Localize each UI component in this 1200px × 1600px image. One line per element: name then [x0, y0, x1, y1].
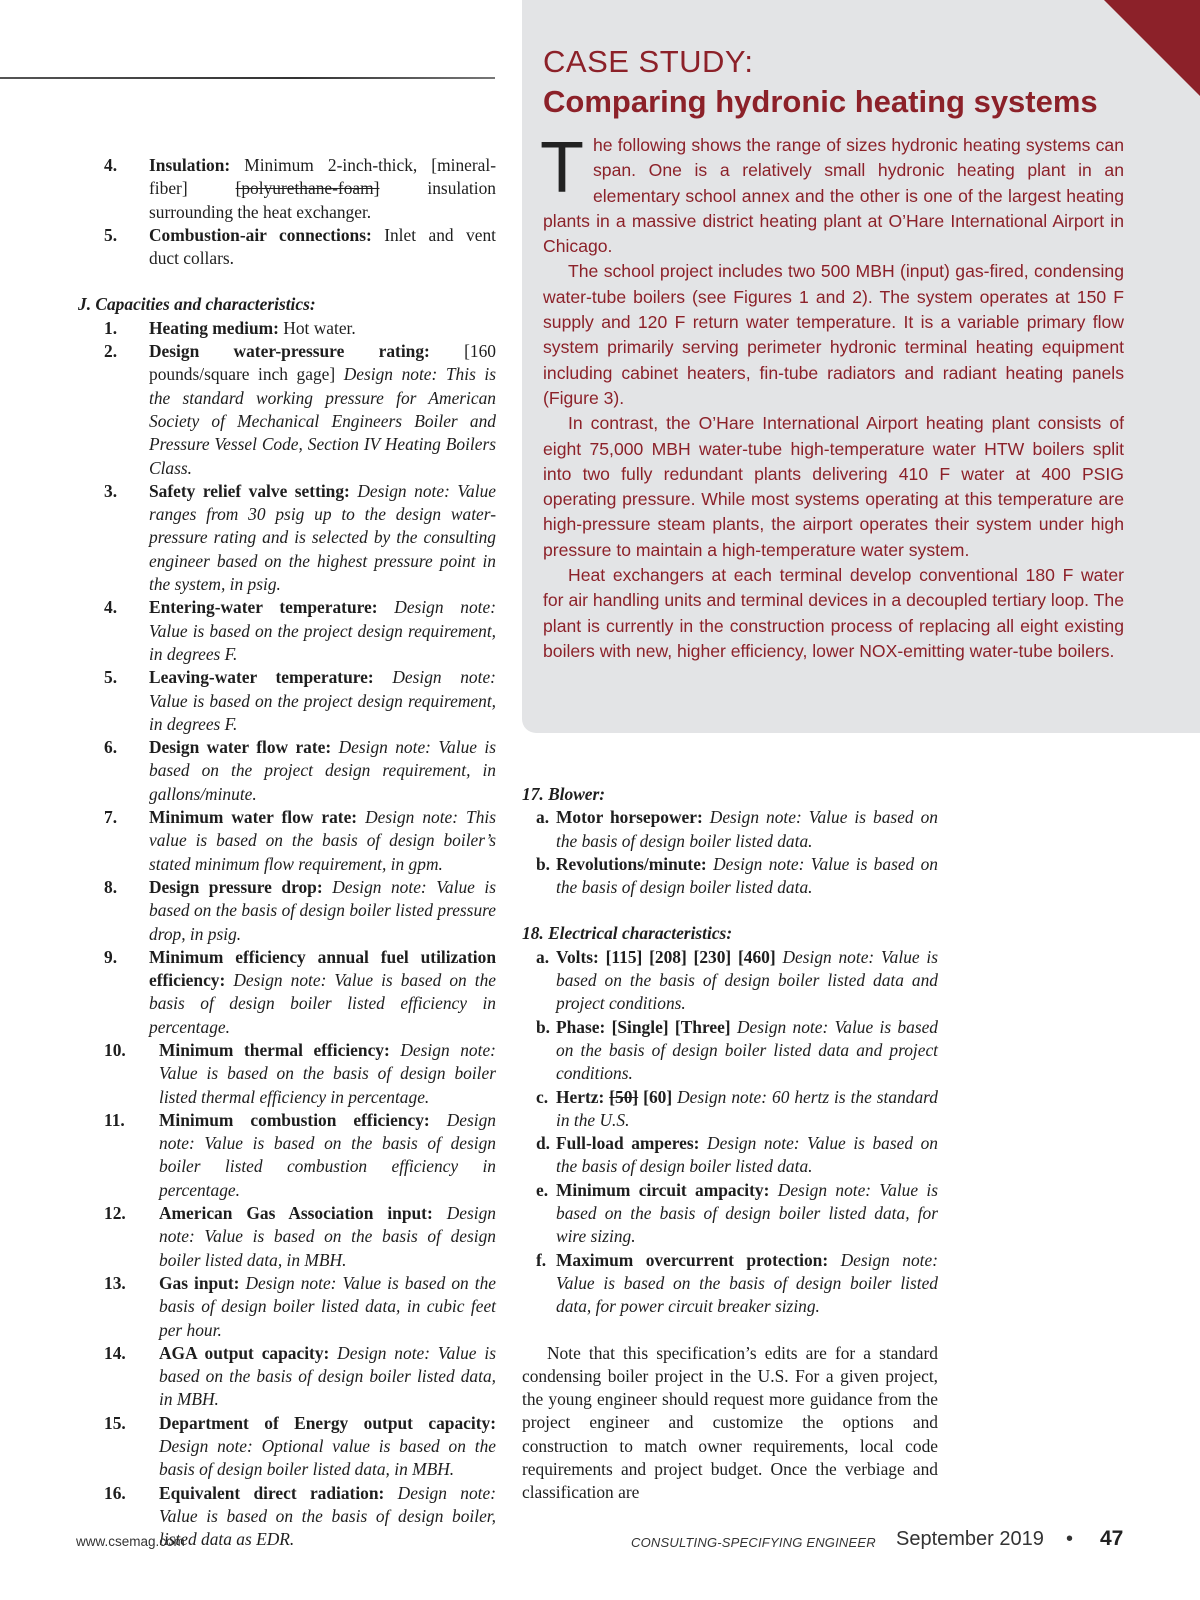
- item-number: 8.: [104, 876, 118, 897]
- item-text: [430, 1110, 447, 1130]
- item-number: 4.: [104, 155, 118, 175]
- design-note: Design note: Value is based on the basis of design boiler listed combustion efficiency in percentage.: [159, 1109, 496, 1200]
- design-note: Design note: Value is based on the basis of design boiler listed data, in MBH.: [159, 1203, 496, 1270]
- item-text: [390, 1040, 401, 1060]
- page-number: 47: [1100, 1527, 1124, 1550]
- item-label: Design pressure drop:: [149, 876, 323, 897]
- design-note: Design note: This is the standard working pressure for American Society of Mechanical Engineers Boiler and Pressure Vessel Code, Section IV Heating Boilers Class.: [149, 364, 496, 478]
- item-text: [329, 1343, 337, 1363]
- list-item: [536, 853, 938, 900]
- item-number: 9.: [104, 946, 118, 967]
- case-study-label: CASE STUDY:: [543, 44, 754, 79]
- list-item: [104, 666, 496, 736]
- item-label: Motor horsepower:: [556, 807, 703, 828]
- case-paragraph-3: In contrast, the O’Hare International Airport heating plant consists of eight 75,000 MBH water-tube high-temperature water HTW boilers split into two fully redundant plants delivering 410 F water at 400 PSIG operating pressure. While most systems operating at this temperature are high-pressure steam plants, the airport operates their system under high pressure to maintain a high-temperature water system.: [543, 413, 1124, 560]
- design-note: Design note: Optional value is based on the basis of design boiler listed data, in MBH.: [159, 1436, 496, 1480]
- item-text: [374, 667, 393, 687]
- list-item: [104, 1202, 496, 1272]
- design-note: Design note: Value is based on the project design requirement, in degrees F.: [149, 597, 496, 664]
- list-item: [104, 1109, 496, 1202]
- item-label: Minimum circuit ampacity:: [556, 1179, 770, 1200]
- item-label: Entering-water temperature:: [149, 597, 378, 618]
- footer-bullet: •: [1066, 1528, 1074, 1550]
- list-item: [104, 876, 496, 946]
- case-study-title: Comparing hydronic heating systems: [543, 84, 1098, 119]
- item-number: b.: [536, 853, 551, 874]
- item-text: [357, 807, 365, 827]
- item-label: Hertz:: [556, 1086, 605, 1107]
- case-paragraph-1: [540, 128, 1124, 259]
- list-item: [104, 736, 496, 806]
- item-text: Inlet and vent duct collars.: [149, 224, 496, 269]
- item-text: [703, 807, 710, 827]
- list-item: [104, 317, 496, 340]
- right-column: [522, 783, 938, 1505]
- item-text: [433, 1203, 447, 1223]
- section-heading-electrical: 18. Electrical characteristics:: [522, 923, 733, 944]
- item-text: [331, 737, 338, 757]
- item-label: Equivalent direct radiation:: [159, 1482, 385, 1503]
- item-number: 3.: [104, 480, 118, 501]
- design-note: Design note: Value is based on the basis of design boiler listed pressure drop, in psig.: [149, 876, 496, 944]
- item-number: 6.: [104, 737, 118, 758]
- design-note: Design note: This value is based on the basis of design boiler’s stated minimum flow requirement, in gpm.: [149, 807, 496, 874]
- footer-url[interactable]: www.csemag.com: [76, 1534, 185, 1549]
- item-number: 2.: [104, 341, 118, 362]
- design-note: Design note: Value is based on the basis of design boiler listed data.: [556, 853, 938, 898]
- item-text: [378, 597, 395, 617]
- footer-date: September 2019: [896, 1528, 1044, 1550]
- item-number: d.: [536, 1133, 551, 1154]
- item-text: [160 pounds/square inch gage]: [149, 341, 496, 385]
- list-item: [104, 340, 496, 480]
- item-label: Phase: [Single] [Three]: [556, 1016, 731, 1037]
- design-note: Design note: Value is based on the basis of design boiler listed data.: [556, 807, 939, 851]
- item-text-post: insulation surrounding the heat exchanger.: [149, 178, 496, 222]
- item-label-2: [60]: [643, 1086, 673, 1107]
- list-item: [104, 1272, 496, 1342]
- list-item: [536, 1249, 938, 1319]
- case-paragraph-1-text: he following shows the range of sizes hydronic heating systems can span. One is a relatively small hydronic heating plant in an elementary school annex and the other is one of the largest heating plants in a massive district heating plant at O’Hare International Airport in Chicago.: [543, 135, 1124, 257]
- item-number: a.: [536, 946, 550, 967]
- design-note: Design note: Value is based on the basis of design boiler listed data, for power circuit breaker sizing.: [556, 1249, 938, 1317]
- design-note: Design note: Value is based on the basis of design boiler listed data, in MBH.: [159, 1342, 496, 1410]
- design-note: Design note: Value is based on the basis of design boiler listed data and project conditions.: [556, 946, 938, 1014]
- design-note: Design note: Value is based on the basis of design boiler listed data and project conditions.: [556, 1016, 939, 1084]
- case-study-text: [540, 128, 1124, 664]
- section-heading-blower: 17. Blower:: [522, 784, 606, 804]
- left-column: [78, 154, 496, 1552]
- item-number: 12.: [104, 1203, 126, 1224]
- list-item: [536, 946, 938, 1016]
- item-number: 7.: [104, 807, 118, 828]
- list-item: [536, 1132, 938, 1179]
- list-item: [104, 480, 496, 596]
- footer-magazine: CONSULTING-SPECIFYING ENGINEER: [631, 1535, 876, 1550]
- item-number: 13.: [104, 1272, 126, 1293]
- closing-paragraph: Note that this specification’s edits are for a standard condensing boiler project in the U.S. For a given project, the young engineer should request more guidance from the project engineer and customize the options and construction to match owner requirements, local code requirements and project budget. Once the verbiage and classification are: [522, 1342, 938, 1503]
- strikethrough-option: [50]: [609, 1086, 639, 1107]
- item-label: Design water-pressure rating:: [149, 341, 430, 362]
- item-text: Hot water.: [278, 317, 356, 338]
- strikethrough-option: [polyurethane-foam]: [235, 178, 380, 199]
- item-text: [384, 1483, 397, 1503]
- design-note: Design note: Value is based on the basis of design boiler listed data, in cubic feet per hour.: [159, 1272, 496, 1340]
- item-number: 16.: [104, 1482, 126, 1503]
- item-number: 4.: [104, 597, 118, 618]
- design-note: Design note: Value is based on the project design requirement, in gallons/minute.: [149, 737, 496, 804]
- item-number: e.: [536, 1179, 549, 1200]
- list-item: [536, 1086, 938, 1133]
- design-note: Design note: Value is based on the basis of design boiler listed data, for wire sizing.: [556, 1179, 939, 1247]
- corner-accent: [1090, 0, 1200, 110]
- design-note: Design note: Value is based on the basis of design boiler, listed data as EDR.: [159, 1482, 496, 1550]
- item-label: Minimum efficiency annual fuel utilization efficiency:: [149, 946, 496, 991]
- design-note: Design note: 60 hertz is the standard in the U.S.: [556, 1086, 938, 1130]
- item-number: 15.: [104, 1412, 126, 1433]
- case-paragraph-4: Heat exchangers at each terminal develop conventional 180 F water for air handling units and terminal devices in a decoupled tertiary loop. The plant is currently in the construction process of replacing all eight existing boilers with new, higher efficiency, lower NOX-emitting water-tube boilers.: [543, 565, 1124, 661]
- list-item: [104, 946, 496, 1039]
- design-note: Design note: Value is based on the basis of design boiler listed data.: [556, 1133, 939, 1177]
- item-number: b.: [536, 1016, 551, 1037]
- item-label: Leaving-water temperature:: [149, 667, 374, 688]
- item-label: Full-load amperes:: [556, 1133, 700, 1154]
- item-label: Heating medium:: [149, 317, 279, 338]
- list-item: [536, 1016, 938, 1086]
- design-note: Design note: Value is based on the project design requirement, in degrees F.: [149, 667, 496, 734]
- design-note: Design note: Value ranges from 30 psig up to the design water-pressure rating and is selected by the consulting engineer based on the highest pressure point in the system, in psig.: [149, 480, 496, 595]
- item-text: [828, 1250, 840, 1270]
- design-note: Design note: Value is based on the basis of design boiler listed thermal efficiency in percentage.: [159, 1039, 496, 1107]
- item-label: Insulation:: [149, 155, 231, 175]
- header-rule: [0, 77, 495, 79]
- item-text: [769, 1180, 777, 1200]
- electrical-list: [522, 946, 938, 1319]
- design-note: Design note: Value is based on the basis of design boiler listed efficiency in percentage.: [149, 970, 496, 1037]
- item-label: Minimum combustion efficiency:: [159, 1109, 430, 1130]
- left-top-items: [78, 154, 496, 270]
- item-label: Combustion-air connections:: [149, 224, 372, 245]
- list-item: [104, 806, 496, 876]
- item-label: Maximum overcurrent protection:: [556, 1249, 829, 1270]
- item-label: Volts: [115] [208] [230] [460]: [556, 946, 776, 967]
- item-label: Design water flow rate:: [149, 737, 332, 758]
- item-label: Gas input:: [159, 1272, 240, 1293]
- item-label: Department of Energy output capacity:: [159, 1412, 496, 1433]
- section-heading-capacities: J. Capacities and characteristics:: [78, 294, 316, 315]
- list-item: [104, 1412, 496, 1482]
- case-paragraph-2: The school project includes two 500 MBH (input) gas-fired, condensing water-tube boilers (see Figures 1 and 2). The system operates at 150 F supply and 120 F return water temperature. It is a variable primary flow system primarily serving perimeter hydronic terminal heating equipment including cabinet heaters, fin-tube radiators and radiant heating panels (Figure 3).: [543, 261, 1124, 408]
- item-number: c.: [536, 1086, 549, 1107]
- item-number: 11.: [104, 1109, 125, 1130]
- item-label: Safety relief valve setting:: [149, 480, 350, 501]
- capacities-list: [78, 317, 496, 1552]
- item-number: a.: [536, 807, 550, 828]
- item-label: Minimum thermal efficiency:: [159, 1039, 390, 1060]
- item-number: 14.: [104, 1342, 126, 1363]
- item-number: 5.: [104, 667, 118, 688]
- list-item: [104, 1039, 496, 1109]
- list-item: [104, 154, 496, 224]
- list-item: [104, 224, 496, 271]
- item-text: [699, 1133, 707, 1153]
- item-label: Minimum water flow rate:: [149, 807, 358, 828]
- blower-list: [522, 806, 938, 899]
- item-number: 5.: [104, 224, 118, 245]
- drop-cap: T: [540, 128, 584, 208]
- item-text: Minimum 2-inch-thick, [mineral-fiber]: [149, 155, 496, 199]
- item-number: 1.: [104, 317, 118, 338]
- list-item: [104, 596, 496, 666]
- item-text: [323, 877, 333, 897]
- corner-triangle: [1104, 0, 1200, 96]
- item-label: Revolutions/minute:: [556, 853, 707, 874]
- item-label: American Gas Association input:: [159, 1203, 433, 1224]
- list-item: [104, 1342, 496, 1412]
- list-item: [536, 806, 938, 853]
- item-label: AGA output capacity:: [159, 1342, 330, 1363]
- item-number: 10.: [104, 1039, 126, 1060]
- item-number: f.: [536, 1249, 547, 1270]
- list-item: [536, 1179, 938, 1249]
